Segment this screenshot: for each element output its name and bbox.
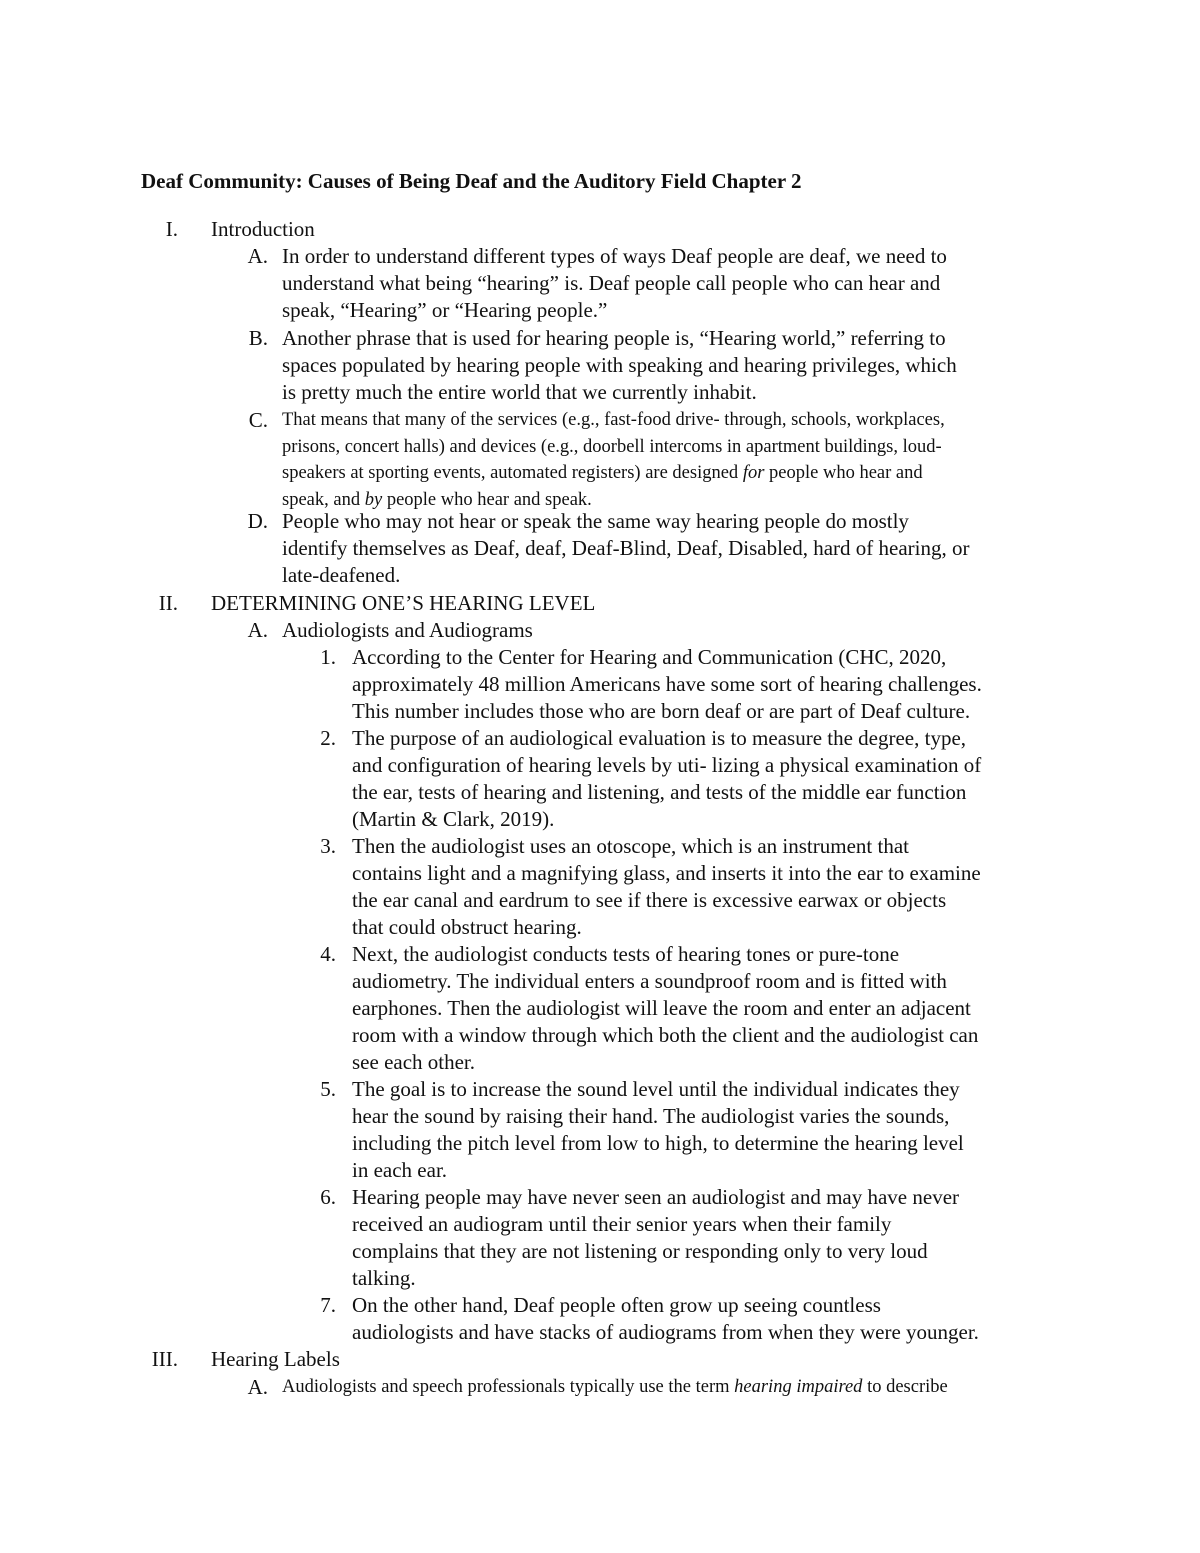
section-heading-text: DETERMINING ONE’S HEARING LEVEL	[211, 591, 596, 615]
item-label: B.	[248, 326, 268, 350]
text-line: including the pitch level from low to high, to determine the hearing level	[352, 1131, 964, 1155]
item-body	[352, 644, 982, 725]
text-line: Audiologists and Audiograms	[282, 618, 533, 642]
emphasis-text: by	[364, 489, 383, 510]
text-line: The goal is to increase the sound level until the individual indicates they	[352, 1077, 960, 1101]
text-line: the ear canal and eardrum to see if there is excessive earwax or objects	[352, 888, 947, 912]
text-line: speak, and by people who hear and speak.	[282, 489, 592, 510]
item-body	[282, 407, 945, 513]
item-body	[282, 508, 970, 589]
item-label: A.	[247, 244, 268, 268]
item-label: A.	[247, 1375, 268, 1399]
text-line: late-deafened.	[282, 563, 401, 587]
item-label: D.	[247, 509, 268, 533]
emphasis-text: for	[742, 463, 765, 483]
text-line: identify themselves as Deaf, deaf, Deaf-Blind, Deaf, Disabled, hard of hearing, or	[282, 536, 970, 560]
text-line: Another phrase that is used for hearing people is, “Hearing world,” referring to	[282, 326, 946, 350]
item-label: 7.	[320, 1293, 336, 1317]
section-heading-text: Introduction	[211, 217, 315, 241]
text-line: speakers at sporting events, automated registers) are designed for people who hear and	[282, 463, 923, 483]
item-body	[352, 833, 981, 941]
text-line: the ear, tests of hearing and listening, and tests of the middle ear function	[352, 780, 967, 804]
text-line: see each other.	[352, 1050, 476, 1074]
item-body	[352, 725, 981, 833]
text-line: that could obstruct hearing.	[352, 915, 582, 939]
item-body	[352, 941, 978, 1076]
item-label: 3.	[320, 834, 336, 858]
item-label: 2.	[320, 726, 336, 750]
text-line: and configuration of hearing levels by uti- lizing a physical examination of	[352, 753, 982, 777]
text-line: In order to understand different types of ways Deaf people are deaf, we need to	[282, 244, 947, 268]
text-line: understand what being “hearing” is. Deaf people call people who can hear and	[282, 271, 941, 295]
text-line: Then the audiologist uses an otoscope, which is an instrument that	[352, 834, 909, 858]
text-line: earphones. Then the audiologist will leave the room and enter an adjacent	[352, 996, 971, 1020]
item-label: 1.	[320, 645, 336, 669]
emphasis-text: hearing impaired	[734, 1377, 863, 1397]
section-numeral: I.	[165, 217, 178, 241]
text-line: speak, “Hearing” or “Hearing people.”	[282, 298, 608, 322]
item-body	[352, 1292, 979, 1346]
item-body	[352, 1184, 959, 1292]
text-line: (Martin & Clark, 2019).	[352, 807, 555, 831]
item-label: A.	[247, 618, 268, 642]
text-line: This number includes those who are born deaf or are part of Deaf culture.	[352, 699, 971, 723]
text-line: spaces populated by hearing people with speaking and hearing privileges, which	[282, 353, 957, 377]
item-label: 4.	[320, 942, 336, 966]
text-line: Audiologists and speech professionals typically use the term hearing impaired to describe	[282, 1377, 948, 1397]
item-body	[282, 1374, 948, 1401]
item-body	[282, 243, 947, 324]
section-heading-text: Hearing Labels	[211, 1347, 340, 1371]
item-body	[282, 325, 957, 406]
text-line: received an audiogram until their senior years when their family	[352, 1212, 892, 1236]
document-title: Deaf Community: Causes of Being Deaf and the Auditory Field Chapter 2	[141, 169, 802, 193]
text-line: prisons, concert halls) and devices (e.g., doorbell intercoms in apartment buildings, loud-	[282, 436, 942, 457]
text-line: is pretty much the entire world that we currently inhabit.	[282, 380, 757, 404]
text-line: room with a window through which both the client and the audiologist can	[352, 1023, 979, 1047]
text-line: On the other hand, Deaf people often grow up seeing countless	[352, 1293, 881, 1317]
text-line: complains that they are not listening or responding only to very loud	[352, 1239, 928, 1263]
item-body	[352, 1076, 964, 1184]
text-line: Hearing people may have never seen an audiologist and may have never	[352, 1185, 960, 1209]
section-numeral: II.	[158, 591, 178, 615]
text-line: According to the Center for Hearing and Communication (CHC, 2020,	[352, 645, 947, 669]
item-label: 5.	[320, 1077, 336, 1101]
item-body	[282, 617, 533, 644]
text-line: approximately 48 million Americans have some sort of hearing challenges.	[352, 672, 982, 696]
text-line: The purpose of an audiological evaluation is to measure the degree, type,	[352, 726, 967, 750]
text-line: in each ear.	[352, 1158, 448, 1182]
item-label: 6.	[320, 1185, 336, 1209]
text-line: Next, the audiologist conducts tests of hearing tones or pure-tone	[352, 942, 900, 966]
text-line: People who may not hear or speak the same way hearing people do mostly	[282, 509, 909, 533]
section-numeral: III.	[151, 1347, 178, 1371]
item-label: C.	[248, 408, 268, 432]
text-line: contains light and a magnifying glass, and inserts it into the ear to examine	[352, 861, 981, 885]
text-line: hear the sound by raising their hand. The audiologist varies the sounds,	[352, 1104, 950, 1128]
text-line: audiologists and have stacks of audiograms from when they were younger.	[352, 1320, 979, 1344]
text-line: That means that many of the services (e.g., fast-food drive- through, schools, workplaces,	[282, 410, 945, 430]
text-line: audiometry. The individual enters a soundproof room and is fitted with	[352, 969, 947, 993]
text-line: talking.	[352, 1266, 416, 1290]
